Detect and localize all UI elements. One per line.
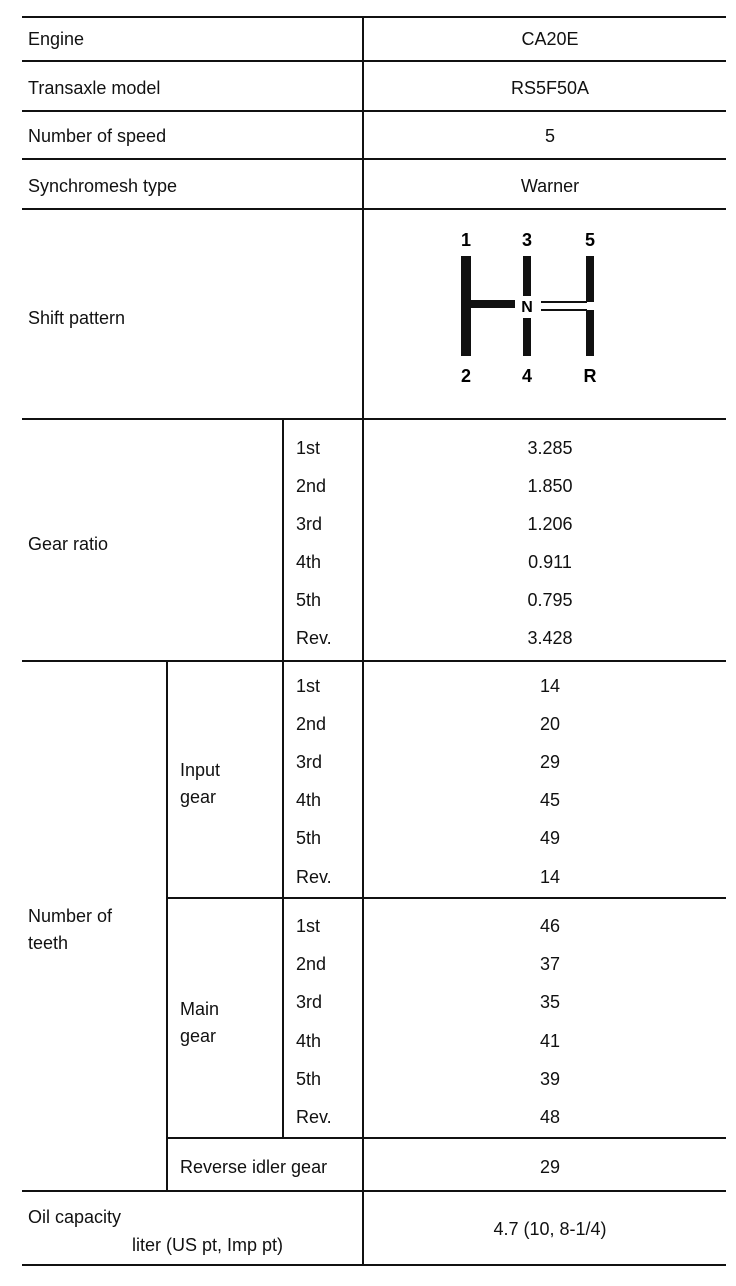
shift-gate-center-top <box>523 256 531 296</box>
transaxle-value: RS5F50A <box>510 78 590 98</box>
rule-shift <box>22 418 726 420</box>
ratio-value-4th: 0.911 <box>528 552 572 572</box>
ratio-gear-3rd: 3rd <box>296 514 323 534</box>
divider-gear-col <box>282 420 284 1138</box>
ratio-gear-5th: 5th <box>296 590 322 610</box>
shift-top-3: 3 <box>521 230 533 250</box>
shift-bar-left <box>471 300 515 308</box>
main-gear-1st: 1st <box>296 916 321 936</box>
divider-teeth-col <box>166 660 168 1192</box>
main-teeth-1st: 46 <box>539 916 561 936</box>
shift-top-1: 1 <box>460 230 472 250</box>
teeth-label-line2: teeth <box>28 933 69 953</box>
transaxle-label: Transaxle model <box>28 78 161 98</box>
rule-input <box>168 897 726 899</box>
rule-synchro <box>22 208 726 210</box>
input-gear-1st: 1st <box>296 676 321 696</box>
ratio-value-rev: 3.428 <box>527 628 573 648</box>
engine-value: CA20E <box>521 29 579 49</box>
ratio-gear-2nd: 2nd <box>296 476 327 496</box>
main-teeth-rev: 48 <box>539 1107 561 1127</box>
rule-main <box>168 1137 726 1139</box>
shift-pattern-diagram <box>440 224 620 396</box>
ratio-gear-rev: Rev. <box>296 628 332 648</box>
input-teeth-2nd: 20 <box>539 714 561 734</box>
ratio-gear-1st: 1st <box>296 438 321 458</box>
shift-bottom-r: R <box>583 366 597 386</box>
speeds-label: Number of speed <box>28 126 167 146</box>
oil-capacity-label-line2: liter (US pt, Imp pt) <box>132 1235 284 1255</box>
reverse-idler-label: Reverse idler gear <box>180 1157 328 1177</box>
shift-line-upper <box>541 301 587 303</box>
input-gear-4th: 4th <box>296 790 322 810</box>
input-gear-rev: Rev. <box>296 867 332 887</box>
input-teeth-1st: 14 <box>539 676 561 696</box>
main-gear-3rd: 3rd <box>296 992 323 1012</box>
input-gear-3rd: 3rd <box>296 752 323 772</box>
main-gear-2nd: 2nd <box>296 954 327 974</box>
ratio-value-2nd: 1.850 <box>527 476 573 496</box>
shift-gate-left <box>461 256 471 356</box>
input-teeth-5th: 49 <box>539 828 561 848</box>
main-gear-5th: 5th <box>296 1069 322 1089</box>
reverse-idler-value: 29 <box>539 1157 561 1177</box>
input-gear-5th: 5th <box>296 828 322 848</box>
main-teeth-3rd: 35 <box>539 992 561 1012</box>
main-gear-rev: Rev. <box>296 1107 332 1127</box>
rule-engine <box>22 60 726 62</box>
input-gear-label-line1: Input <box>180 760 221 780</box>
shift-bottom-4: 4 <box>521 366 533 386</box>
shift-gate-right-bottom <box>586 310 594 356</box>
rule-ratio <box>22 660 726 662</box>
teeth-label-line1: Number of <box>28 906 113 926</box>
input-gear-label-line2: gear <box>180 787 217 807</box>
rule-idler <box>22 1190 726 1192</box>
shift-gate-right-top <box>586 256 594 302</box>
rule-bottom <box>22 1264 726 1266</box>
oil-capacity-label-line1: Oil capacity <box>28 1207 122 1227</box>
shift-top-5: 5 <box>584 230 596 250</box>
input-teeth-rev: 14 <box>539 867 561 887</box>
speeds-value: 5 <box>544 126 555 146</box>
ratio-value-1st: 3.285 <box>527 438 573 458</box>
main-teeth-4th: 41 <box>539 1031 561 1051</box>
main-teeth-2nd: 37 <box>539 954 561 974</box>
input-teeth-4th: 45 <box>539 790 561 810</box>
rule-top <box>22 16 726 18</box>
input-gear-2nd: 2nd <box>296 714 327 734</box>
shift-neutral: N <box>521 299 533 316</box>
shift-bottom-2: 2 <box>460 366 472 386</box>
input-teeth-3rd: 29 <box>539 752 561 772</box>
shift-gate-center-bottom <box>523 318 531 356</box>
main-teeth-5th: 39 <box>539 1069 561 1089</box>
engine-label: Engine <box>28 29 85 49</box>
main-gear-label-line2: gear <box>180 1026 217 1046</box>
shift-pattern-label: Shift pattern <box>28 308 126 328</box>
ratio-gear-4th: 4th <box>296 552 322 572</box>
ratio-value-3rd: 1.206 <box>527 514 573 534</box>
main-gear-4th: 4th <box>296 1031 322 1051</box>
synchro-value: Warner <box>520 176 580 196</box>
shift-line-lower <box>541 309 587 311</box>
ratio-value-5th: 0.795 <box>527 590 573 610</box>
oil-capacity-value: 4.7 (10, 8-1/4) <box>493 1219 607 1239</box>
main-gear-label-line1: Main <box>180 999 220 1019</box>
rule-speeds <box>22 158 726 160</box>
gear-ratio-label: Gear ratio <box>28 534 109 554</box>
rule-transaxle <box>22 110 726 112</box>
synchro-label: Synchromesh type <box>28 176 178 196</box>
